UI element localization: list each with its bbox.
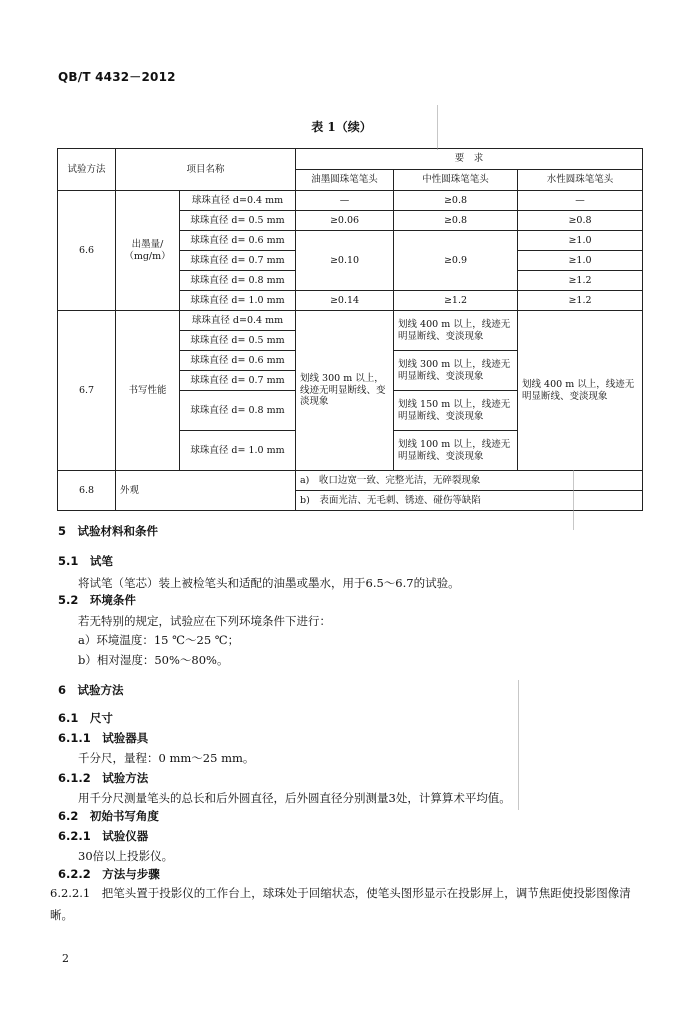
table-row-diameter: 球珠直径 d=0.4 mm bbox=[180, 311, 296, 331]
header-requirements: 要 求 bbox=[296, 149, 643, 170]
section-5-heading: 5 试验材料和条件 bbox=[58, 524, 159, 538]
table-row-diameter: 球珠直径 d= 0.7 mm bbox=[180, 251, 296, 271]
section-5-2-b: b）相对湿度：50%～80%。 bbox=[78, 653, 229, 667]
value-cell: ≥0.06 bbox=[296, 211, 394, 231]
value-cell: ≥0.8 bbox=[394, 211, 518, 231]
section-6-2-2-heading: 6.2.2 方法与步骤 bbox=[58, 867, 160, 881]
section-6-1-1-heading: 6.1.1 试验器具 bbox=[58, 731, 149, 745]
section-6-1-1-text: 千分尺，量程：0 mm～25 mm。 bbox=[78, 751, 255, 765]
appearance-b: b) 表面光洁、无毛刺、锈迹、碰伤等缺陷 bbox=[296, 491, 643, 511]
section-6-2-2-1-text: 6.2.2.1 把笔头置于投影仪的工作台上，球珠处于回缩状态，使笔头图形显示在投影屏上，调节焦距使投影图像清晰。 bbox=[50, 886, 631, 922]
table-row-diameter: 球珠直径 d= 1.0 mm bbox=[180, 431, 296, 471]
value-cell: ≥0.8 bbox=[518, 211, 643, 231]
header-oil: 油墨圆珠笔笔头 bbox=[296, 170, 394, 191]
table-row-diameter: 球珠直径 d= 0.5 mm bbox=[180, 211, 296, 231]
item-ink-output: 出墨量/ （mg/m） bbox=[116, 191, 180, 311]
section-6-2-heading: 6.2 初始书写角度 bbox=[58, 809, 159, 823]
table-row-diameter: 球珠直径 d= 0.8 mm bbox=[180, 271, 296, 291]
section-5-2-a: a）环境温度：15 ℃～25 ℃； bbox=[78, 633, 240, 647]
section-6-2-1-heading: 6.2.1 试验仪器 bbox=[58, 829, 149, 843]
header-method: 试验方法 bbox=[58, 149, 116, 191]
scan-artifact bbox=[437, 105, 438, 150]
gel-writing-requirement: 划线 300 m 以上，线迹无明显断线、变淡现象 bbox=[394, 351, 518, 391]
value-cell: ≥0.14 bbox=[296, 291, 394, 311]
header-water: 水性圆珠笔笔头 bbox=[518, 170, 643, 191]
water-writing-requirement: 划线 400 m 以上，线迹无明显断线、变淡现象 bbox=[518, 311, 643, 471]
method-6-7: 6.7 bbox=[58, 311, 116, 471]
method-6-6: 6.6 bbox=[58, 191, 116, 311]
section-6-heading: 6 试验方法 bbox=[58, 683, 124, 697]
table-row-diameter: 球珠直径 d=0.4 mm bbox=[180, 191, 296, 211]
table-title: 表 1（续） bbox=[311, 120, 372, 134]
value-cell: ≥1.2 bbox=[518, 271, 643, 291]
section-5-1-text: 将试笔（笔芯）装上被检笔头和适配的油墨或墨水，用于6.5～6.7的试验。 bbox=[78, 576, 460, 590]
value-cell: ≥1.0 bbox=[518, 251, 643, 271]
gel-writing-requirement: 划线 400 m 以上，线迹无明显断线、变淡现象 bbox=[394, 311, 518, 351]
method-6-8: 6.8 bbox=[58, 471, 116, 511]
item-appearance: 外观 bbox=[116, 471, 296, 511]
requirements-table bbox=[57, 148, 643, 511]
table-row-diameter: 球珠直径 d= 0.6 mm bbox=[180, 231, 296, 251]
section-6-1-heading: 6.1 尺寸 bbox=[58, 711, 113, 725]
table-row-diameter: 球珠直径 d= 0.5 mm bbox=[180, 331, 296, 351]
oil-writing-requirement: 划线 300 m 以上，线迹无明显断线、变淡现象 bbox=[296, 311, 394, 471]
page-number: 2 bbox=[62, 952, 69, 965]
section-5-2-heading: 5.2 环境条件 bbox=[58, 593, 136, 607]
section-6-2-1-text: 30倍以上投影仪。 bbox=[78, 849, 174, 863]
table-row-diameter: 球珠直径 d= 0.6 mm bbox=[180, 351, 296, 371]
value-cell: — bbox=[296, 191, 394, 211]
value-cell: — bbox=[518, 191, 643, 211]
scan-artifact bbox=[518, 680, 519, 810]
scan-artifact bbox=[573, 470, 574, 530]
table-row-diameter: 球珠直径 d= 0.7 mm bbox=[180, 371, 296, 391]
value-cell: ≥0.8 bbox=[394, 191, 518, 211]
value-cell: ≥0.10 bbox=[296, 231, 394, 291]
gel-writing-requirement: 划线 150 m 以上，线迹无明显断线、变淡现象 bbox=[394, 391, 518, 431]
appearance-a: a) 收口边宽一致、完整光洁，无碎裂现象 bbox=[296, 471, 643, 491]
value-cell: ≥1.0 bbox=[518, 231, 643, 251]
section-6-1-2-heading: 6.1.2 试验方法 bbox=[58, 771, 149, 785]
table-row-diameter: 球珠直径 d= 0.8 mm bbox=[180, 391, 296, 431]
standard-code: QB/T 4432－2012 bbox=[58, 70, 176, 84]
section-5-1-heading: 5.1 试笔 bbox=[58, 554, 113, 568]
header-item: 项目名称 bbox=[116, 149, 296, 191]
section-6-1-2-text: 用千分尺测量笔头的总长和后外圆直径，后外圆直径分别测量3处，计算算术平均值。 bbox=[78, 791, 511, 805]
value-cell: ≥1.2 bbox=[518, 291, 643, 311]
item-writing-performance: 书写性能 bbox=[116, 311, 180, 471]
value-cell: ≥1.2 bbox=[394, 291, 518, 311]
value-cell: ≥0.9 bbox=[394, 231, 518, 291]
table-row-diameter: 球珠直径 d= 1.0 mm bbox=[180, 291, 296, 311]
gel-writing-requirement: 划线 100 m 以上，线迹无明显断线、变淡现象 bbox=[394, 431, 518, 471]
header-gel: 中性圆珠笔笔头 bbox=[394, 170, 518, 191]
section-5-2-text: 若无特别的规定，试验应在下列环境条件下进行： bbox=[78, 614, 331, 628]
